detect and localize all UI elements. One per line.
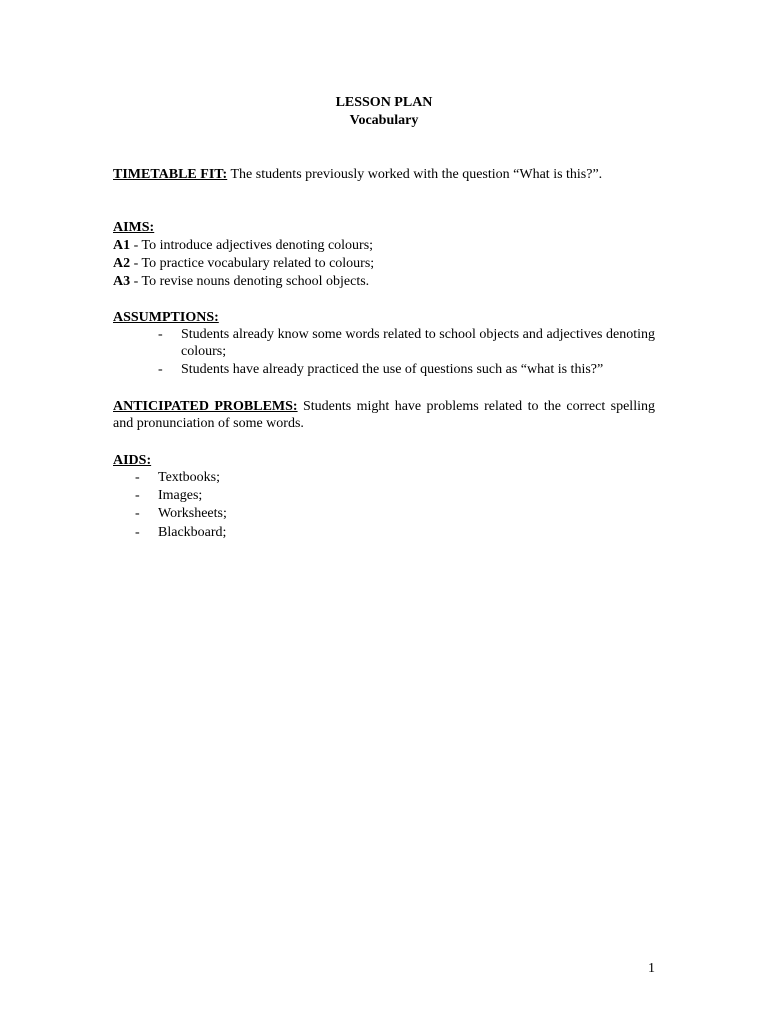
aids-heading: AIDS:	[113, 453, 152, 468]
assumptions-heading: ASSUMPTIONS:	[113, 310, 219, 325]
page-number: 1	[648, 961, 655, 976]
aim-code: A1	[113, 238, 131, 253]
list-dash: -	[158, 362, 163, 377]
list-dash: -	[135, 488, 140, 503]
aim-item	[113, 255, 374, 272]
aid-item: Worksheets;	[158, 506, 227, 521]
aid-item: Images;	[158, 488, 203, 503]
document-title: LESSON PLAN	[335, 95, 433, 110]
aid-item: Textbooks;	[158, 470, 221, 485]
document-subtitle: Vocabulary	[349, 113, 419, 128]
list-dash: -	[135, 525, 140, 540]
assumption-item: Students already know some words related to school objects and adjectives denoting colours;	[181, 327, 655, 359]
aim-code: A2	[113, 256, 131, 271]
aim-text: - To practice vocabulary related to colours;	[130, 256, 375, 271]
aid-item: Blackboard;	[158, 525, 227, 540]
anticipated-problems-section	[113, 398, 655, 432]
anticipated-problems-heading: ANTICIPATED PROBLEMS:	[113, 399, 298, 414]
anticipated-problems-text: Students might have problems related to the correct spelling and pronunciation of some words.	[113, 399, 655, 431]
timetable-fit-section	[113, 166, 602, 183]
aim-code: A3	[113, 274, 131, 289]
list-dash: -	[135, 470, 140, 485]
aim-text: - To revise nouns denoting school objects.	[130, 274, 370, 289]
aims-heading: AIMS:	[113, 220, 155, 235]
aim-item	[113, 273, 369, 290]
aim-item	[113, 237, 373, 254]
aim-text: - To introduce adjectives denoting colours;	[130, 238, 374, 253]
timetable-fit-heading: TIMETABLE FIT:	[113, 167, 228, 182]
list-dash: -	[135, 506, 140, 521]
list-dash: -	[158, 327, 163, 342]
assumption-item: Students have already practiced the use of questions such as “what is this?”	[181, 362, 604, 377]
timetable-fit-text: The students previously worked with the question “What is this?”.	[227, 167, 603, 182]
